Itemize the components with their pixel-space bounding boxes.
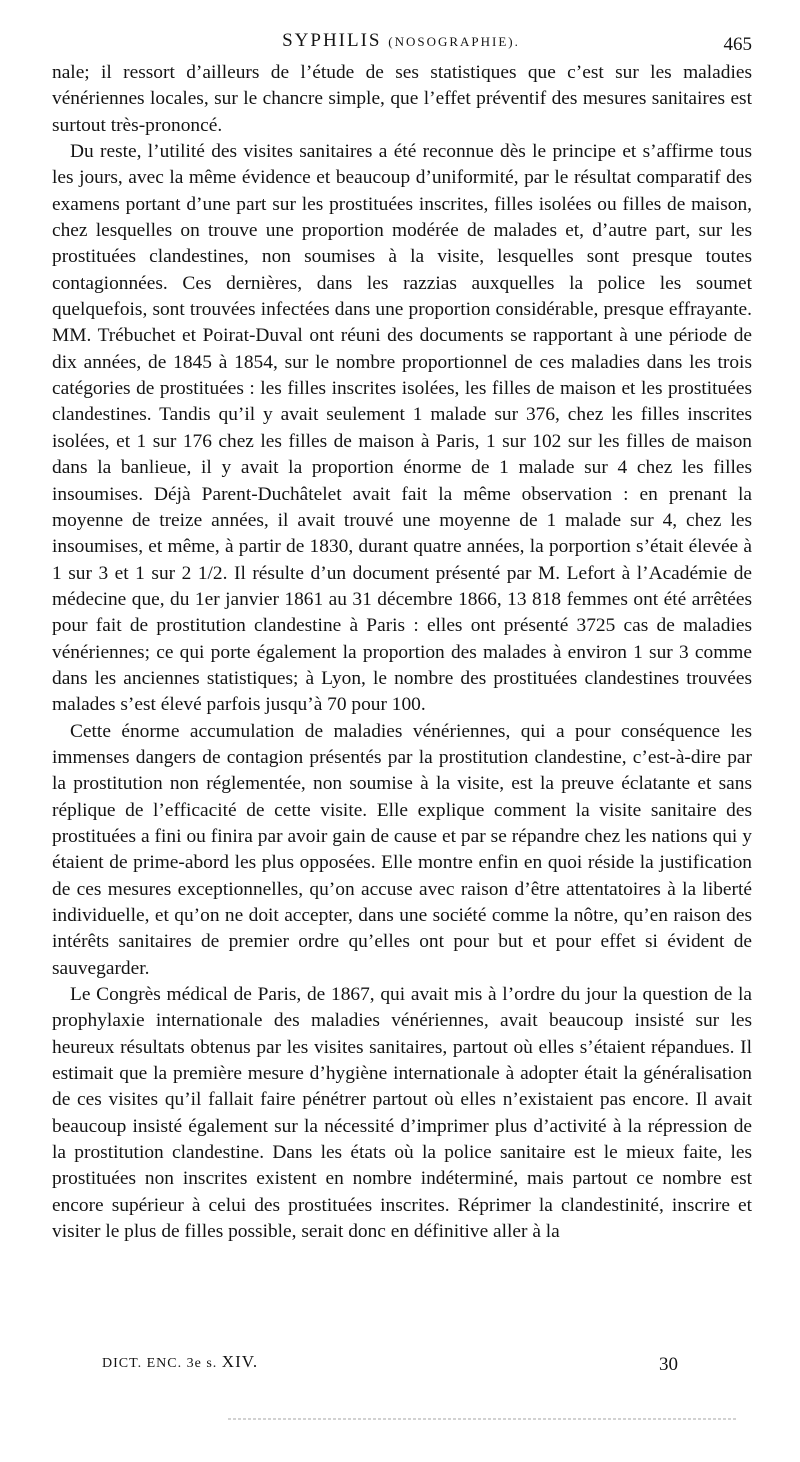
page-number: 465 [723,34,752,55]
paragraph-congress: Le Congrès médical de Paris, de 1867, qui avait mis à l’ordre du jour la question de la prophylaxie internationale des maladies vénériennes, avait beaucoup insisté sur les heureux résultats obtenus par les visites sanitaires, partout où elles s’étaient répandues. Il estimait que la première mesure d’hygiène internationale à adopter était la généralisation de ces visites qu’il fallait faire pénétrer partout où elles n’existaient pas encore. Il avait beaucoup insisté également sur la nécessité d’imprimer plus d’activité à la répression de la prostitution clandestine. Dans les états où la police sanitaire est le mieux faite, les prostituées non inscrites existent en nombre indéterminé, mais partout ce nombre est encore supérieur à celui des prostituées inscrites. Réprimer la clandestinité, inscrire et visiter le plus de filles possible, serait donc en définitive aller à la [52,984,752,1243]
paragraph-visits-utility: Du reste, l’utilité des visites sanitaires a été reconnue dès le principe et s’affirme tous les jours, avec la même évidence et beaucoup d’uniformité, par le résultat comparatif des examens portant d’une part sur les prostituées inscrites, filles isolées ou filles de maison, chez lesquelles on trouve une proportion modérée de malades et, d’autre part, sur les prostituées clandestines, non soumises à la visite, lesquelles sont presque toutes contagionnées. Ces dernières, dans les razzias auxquelles la police les soumet quelquefois, sont trouvées infectées dans une proportion considérable, presque effrayante. MM. Trébuchet et Poirat-Duval ont réuni des documents se rapportant à une période de dix années, de 1845 à 1854, sur le nombre proportionnel de ces maladies dans les trois catégories de prostituées : les filles inscrites isolées, les filles de maison et les prostituées clandestines. Tandis qu’il y avait seulement 1 malade sur 376, chez les filles inscrites isolées, et 1 sur 176 chez les filles de maison à Paris, 1 sur 102 sur les filles de maison dans la banlieue, il y avait la proportion énorme de 1 malade sur 4 chez les filles insoumises. Déjà Parent-Duchâtelet avait fait la même observation : en prenant la moyenne de treize années, il avait trouvé une moyenne de 1 malade sur 4, chez les insoumises, et même, à partir de 1830, durant quatre années, la porportion s’était élevée à 1 sur 3 et 1 sur 2 1/2. Il résulte d’un document présenté par M. Lefort à l’Académie de médecine que, du 1er janvier 1861 au 31 décembre 1866, 13 818 femmes ont été arrêtées pour fait de prostitution clandestine à Paris : elles ont présenté 3725 cas de maladies vénériennes; ce qui porte également la proportion des malades à environ 1 sur 3 comme dans les anciennes statistiques; à Lyon, le nombre des prostituées clandestines trouvées malades s’est élevé parfois jusqu’à 70 pour 100. [52,141,752,716]
running-head [50,30,752,58]
signature-mark [102,1352,258,1372]
paragraph-continuation: nale; il ressort d’ailleurs de l’étude de ses statistiques que c’est sur les maladies vénériennes locales, sur le chancre simple, que l’effet préventif des mesures sanitaires est surtout très-prononcé. [52,62,752,136]
signature-abbrev: DICT. ENC. 3e s. [102,1356,218,1371]
running-title-main: SYPHILIS [282,30,382,51]
bleed-through-line [228,1418,738,1420]
running-title-subtitle: (NOSOGRAPHIE). [388,34,520,49]
signature-volume: XIV. [221,1352,259,1371]
paragraph-contagion: Cette énorme accumulation de maladies vénériennes, qui a pour conséquence les immenses dangers de contagion présentés par la prostitution clandestine, c’est-à-dire par la prostitution non réglementée, non soumise à la visite, est la preuve éclatante et sans réplique de l’efficacité de cette visite. Elle explique comment la visite sanitaire des prostituées a fini ou finira par avoir gain de cause et par se répandre chez les nations qui y étaient de prime-abord les plus opposées. Elle montre enfin en quoi réside la justification de ces mesures exceptionnelles, qu’on accuse avec raison d’être attentatoires à la liberté individuelle, et qu’on ne doit accepter, dans une société comme la nôtre, qu’en raison des intérêts sanitaires de premier ordre qu’elles ont pour but et pour effet si évident de sauvegarder. [52,720,752,979]
running-title [50,30,752,52]
body-text [52,60,752,1245]
sheet-number: 30 [659,1354,678,1375]
page-footer [102,1350,678,1380]
